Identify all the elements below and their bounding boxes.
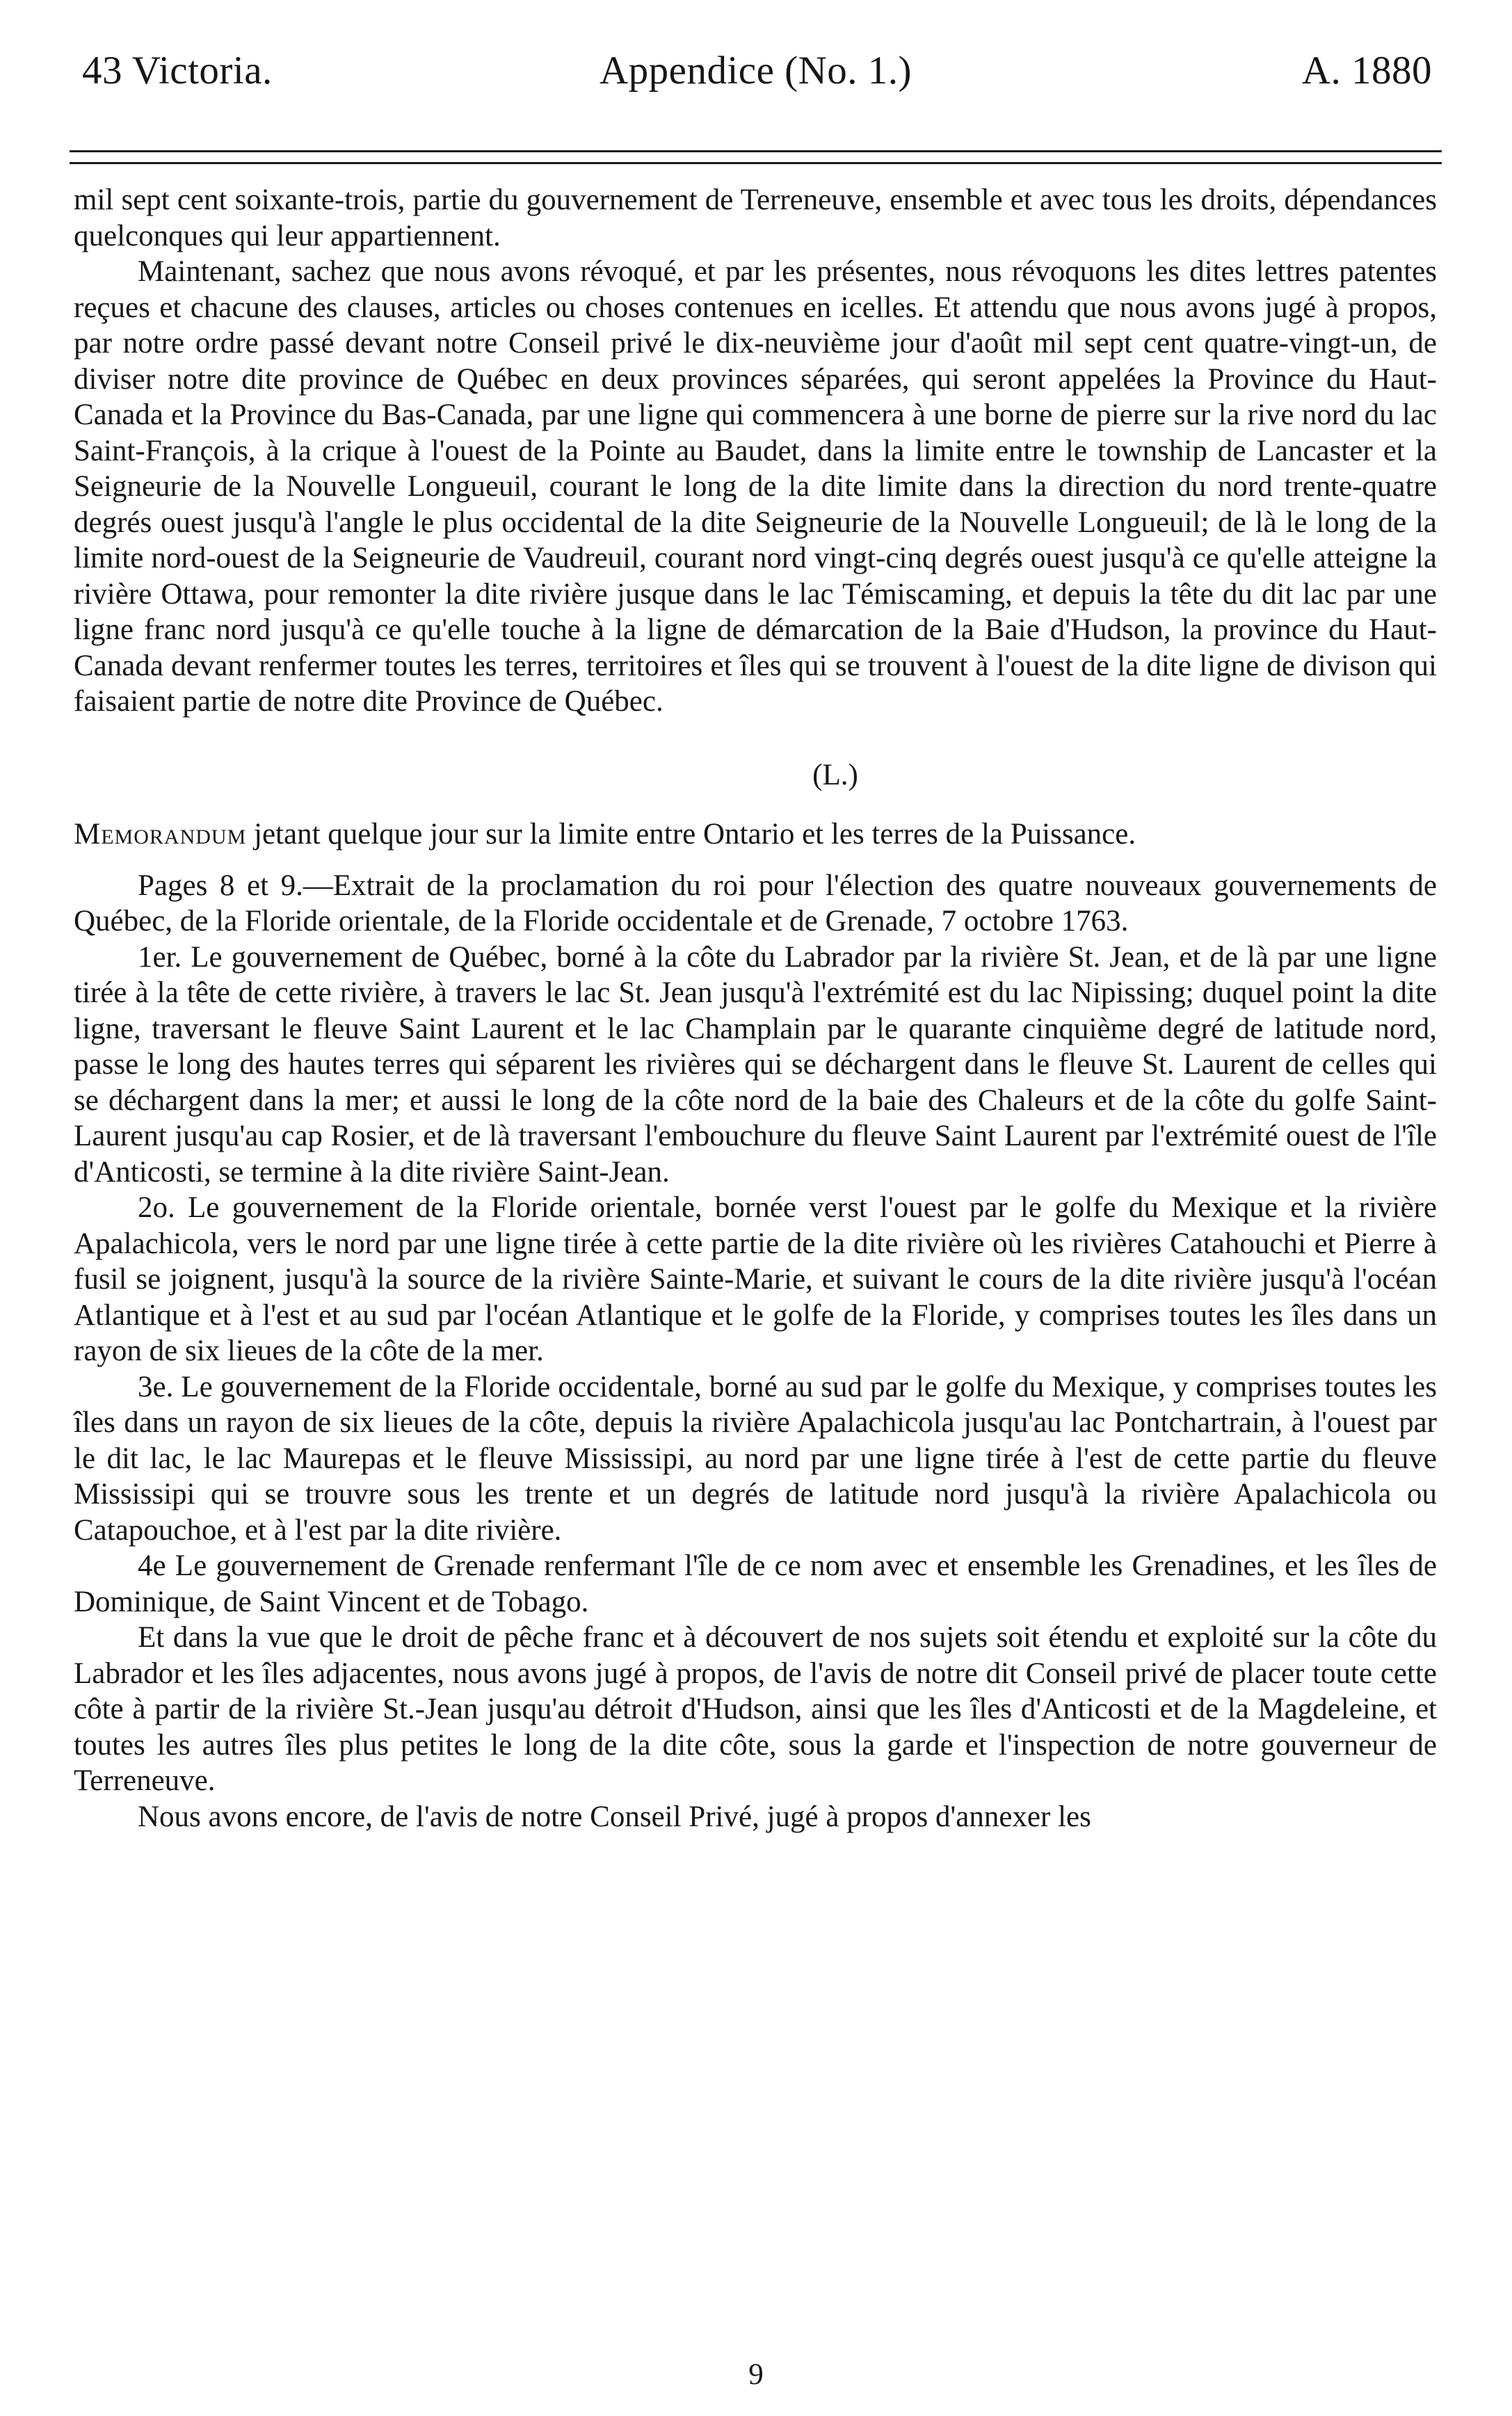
paragraph-grenada: 4e Le gouvernement de Grenade renfermant l'île de ce nom avec et ensemble les Grenadines, et les îles de Dominique, de Saint Vincent et de Tobago. — [74, 1549, 1437, 1618]
paragraph-annexation: Nous avons encore, de l'avis de notre Conseil Privé, jugé à propos d'annexer les — [138, 1800, 1091, 1833]
paragraph-proclamation-extract: Pages 8 et 9.—Extrait de la proclamation du roi pour l'élection des quatre nouveaux gouvernements de Québec, de la Floride orientale, de la Floride occidentale et de Grenade, 7 octobre 1763. — [74, 869, 1437, 937]
paragraph-quebec: 1er. Le gouvernement de Québec, borné à la côte du Labrador par la rivière St. Jean, et de là par une ligne tirée à la tête de cette rivière, à travers le lac St. Jean jusqu'à l'extrémité est du lac Nipissing; duquel point la dite ligne, traversant le fleuve Saint Laurent et le lac Champlain par le quarante cinquième degré de latitude nord, passe le long des hautes terres qui séparent les rivières qui se déchargent dans le fleuve St. Laurent de celles qui se déchargent dans la mer; et aussi le long de la côte nord de la baie des Chaleurs et de la côte du golfe Saint-Laurent jusqu'au cap Rosier, et de là traversant l'embouchure du fleuve Saint Laurent par l'extrémité ouest de l'île d'Anticosti, se termine à la dite rivière Saint-Jean. — [74, 940, 1437, 1189]
paragraph-east-florida: 2o. Le gouvernement de la Floride orientale, bornée verst l'ouest par le golfe du Mexique et la rivière Apalachicola, vers le nord par une ligne tirée à cette partie de la dite rivière où les rivières Catahouchi et Pierre à fusil se joignent, jusqu'à la source de la rivière Sainte-Marie, et suivant le cours de la dite rivière jusqu'à l'océan Atlantique et à l'est et au sud par l'océan Atlantique et le golfe de la Floride, y comprises toutes les îles dans un rayon de six lieues de la côte de la mer. — [74, 1191, 1437, 1367]
paragraph-labrador-fishery: Et dans la vue que le droit de pêche franc et à découvert de nos sujets soit étendu et exploité sur la côte du Labrador et les îles adjacentes, nous avons jugé à propos, de l'avis de notre dit Conseil privé de placer toute cette côte à partir de la rivière St.-Jean jusqu'au détroit d'Hudson, ainsi que les îles d'Anticosti et de la Magdeleine, et toutes les autres îles plus petites le long de la dite côte, sous la garde et l'inspection de notre gouverneur de Terreneuve. — [74, 1621, 1437, 1797]
memorandum-heading — [74, 816, 1437, 853]
header-year: A. 1880 — [1301, 49, 1432, 92]
body-text — [74, 182, 1437, 1835]
header-regnal-year: 43 Victoria. — [82, 49, 273, 92]
section-label: (L.) — [812, 758, 858, 791]
page-header — [70, 43, 1442, 99]
paragraph-revocation: Maintenant, sachez que nous avons révoqué, et par les présentes, nous révoquons les dites lettres patentes reçues et chacune des clauses, articles ou choses contenues en icelles. Et attendu que nous avons jugé à propos, par notre ordre passé devant notre Conseil privé le dix-neuvième jour d'août mil sept cent quatre-vingt-un, de diviser notre dite province de Québec en deux provinces séparées, qui seront appelées la Province du Haut-Canada et la Province du Bas-Canada, par une ligne qui commencera à une borne de pierre sur la rive nord du lac Saint-François, à la crique à l'ouest de la Pointe au Baudet, dans la limite entre le township de Lancaster et la Seigneurie de la Nouvelle Longueuil, courant le long de la dite limite dans la direction du nord trente-quatre degrés ouest jusqu'à l'angle le plus occidental de la dite Seigneurie de la Nouvelle Longueuil; de là le long de la limite nord-ouest de la Seigneurie de Vaudreuil, courant nord vingt-cinq degrés ouest jusqu'à ce qu'elle atteigne la rivière Ottawa, pour remonter la dite rivière jusque dans le lac Témiscaming, et depuis la tête du dit lac par une ligne franc nord jusqu'à ce qu'elle touche à la ligne de démarcation de la Baie d'Hudson, la province du Haut-Canada devant renfermer toutes les terres, territoires et îles qui se trouvent à l'ouest de la dite ligne de divison qui faisaient partie de notre dite Province de Québec. — [74, 255, 1437, 718]
memorandum-title: jetant quelque jour sur la limite entre Ontario et les terres de la Puissance. — [246, 818, 1136, 851]
header-rule-bottom — [70, 162, 1442, 164]
memorandum-lead-word: Memorandum — [74, 818, 247, 851]
header-rule-top — [70, 150, 1442, 152]
page-number: 9 — [748, 2358, 764, 2391]
paragraph-west-florida: 3e. Le gouvernement de la Floride occidentale, borné au sud par le golfe du Mexique, y comprises toutes les îles dans un rayon de six lieues de la côte, depuis la rivière Apalachicola jusqu'au lac Pontchartrain, à l'ouest par le dit lac, le lac Maurepas et le fleuve Mississipi, au nord par une ligne tirée à l'est de cette partie du fleuve Mississipi qui se trouvre sous les trente et un degrés de latitude nord jusqu'à la rivière Apalachicola ou Catapouchoe, et à l'est par la dite rivière. — [74, 1370, 1437, 1547]
paragraph-continuation: mil sept cent soixante-trois, partie du gouvernement de Terreneuve, ensemble et avec tous les droits, dépendances quelconques qui leur appartiennent. — [74, 184, 1437, 252]
header-appendix-title: Appendice (No. 1.) — [599, 49, 912, 92]
